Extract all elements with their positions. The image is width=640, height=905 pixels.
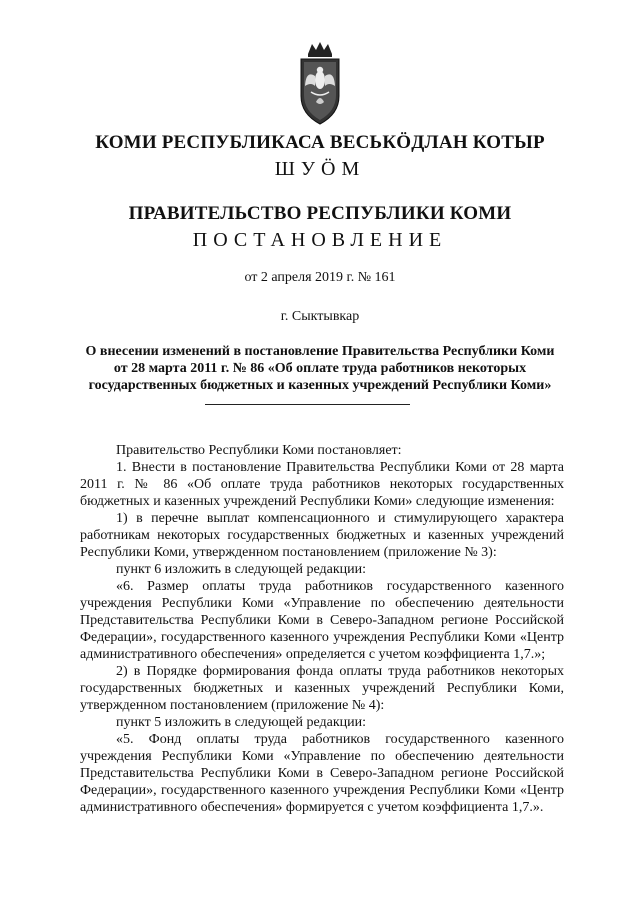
body-paragraph: пункт 5 изложить в следующей редакции:: [116, 715, 366, 730]
body-paragraph: 2) в Порядке формирования фонда оплаты труда работников некоторых государственных бюджетных и казенных учреждений Республики Коми, утвержденном постановлением (приложение № 4):: [80, 664, 564, 713]
heading-line: О внесении изменений в постановление Правительства Республики Коми: [85, 344, 555, 359]
komi-government-title: КОМИ РЕСПУБЛИКАСА ВЕСЬКӦДЛАН КОТЫР: [95, 132, 545, 153]
heading-line: государственных бюджетных и казенных учреждений Республики Коми»: [88, 378, 552, 393]
komi-coat-of-arms-icon: [295, 40, 345, 126]
body-paragraph: Правительство Республики Коми постановляет:: [116, 443, 402, 458]
government-title: ПРАВИТЕЛЬСТВО РЕСПУБЛИКИ КОМИ: [128, 203, 512, 224]
komi-document-type: ШУӦМ: [274, 158, 366, 180]
body-paragraph: «6. Размер оплаты труда работников государственного казенного учреждения Республики Коми «Управление по обеспечению деятельности Представительства Республики Коми в Северо-Западном регионе Российской Федерации», государственного казенного учреждения Республики Коми «Центр административного обеспечения» определяется с учетом коэффициента 1,7.»;: [80, 579, 564, 662]
body-paragraph: «5. Фонд оплаты труда работников государственного казенного учреждения Республики Коми «Управление по обеспечению деятельности Представительства Республики Коми в Северо-Западном регионе Российской Федерации», государственного казенного учреждения Республики Коми «Центр административного обеспечения» формируется с учетом коэффициента 1,7.».: [80, 732, 564, 815]
body-paragraph: 1. Внести в постановление Правительства Республики Коми от 28 марта 2011 г. № 86 «Об оплате труда работников некоторых государственных бюджетных и казенных учреждений Республики Коми» следующие изменения:: [80, 460, 564, 509]
document-body: [80, 442, 564, 816]
heading-divider: [205, 404, 410, 405]
body-paragraph: 1) в перечне выплат компенсационного и стимулирующего характера работникам некоторых государственных бюджетных и казенных учреждений Республики Коми, утвержденном постановлением (приложение № 3):: [80, 511, 564, 560]
document-heading: [80, 343, 560, 394]
document-type: ПОСТАНОВЛЕНИЕ: [192, 229, 448, 251]
document-date-number: от 2 апреля 2019 г. № 161: [244, 270, 396, 285]
heading-line: от 28 марта 2011 г. № 86 «Об оплате труда работников некоторых: [113, 361, 527, 376]
body-paragraph: пункт 6 изложить в следующей редакции:: [116, 562, 366, 577]
document-city: г. Сыктывкар: [280, 309, 360, 324]
